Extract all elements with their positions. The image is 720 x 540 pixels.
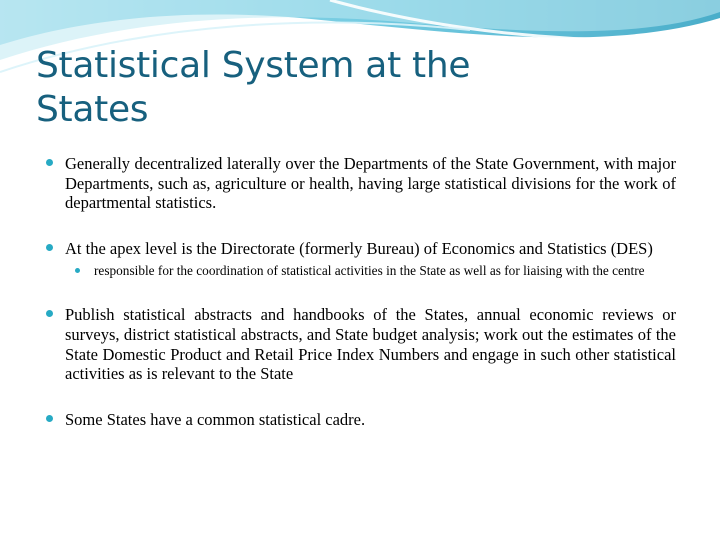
bullet-common-cadre	[46, 410, 676, 430]
bullet-decentralized	[46, 154, 676, 213]
sub-bullet-text: responsible for the coordination of statistical activities in the State as well as for liaising with the centre	[94, 263, 645, 279]
slide-title	[36, 44, 596, 132]
bullet-dot-icon	[46, 159, 53, 166]
sub-bullet-dot-icon	[75, 268, 80, 273]
bullet-text: Publish statistical abstracts and handbooks of the States, annual economic reviews or surveys, district statistical abstracts, and State budget analysis; work out the estimates of the State Domestic Product and Retail Price Index Numbers and engage in such other statistical activities as is relevant to the State	[65, 305, 676, 384]
sub-bullet-coordination	[75, 263, 676, 279]
title-line-2: States	[36, 89, 149, 130]
bullet-text: Some States have a common statistical cadre.	[65, 409, 366, 429]
bullet-text: At the apex level is the Directorate (formerly Bureau) of Economics and Statistics (DES)	[65, 238, 653, 258]
bullet-dot-icon	[46, 415, 53, 422]
bullet-publish-abstracts	[46, 305, 676, 383]
title-line-1: Statistical System at the	[36, 45, 471, 86]
slide-body	[46, 154, 676, 429]
bullet-dot-icon	[46, 310, 53, 317]
bullet-apex-directorate	[46, 239, 676, 259]
bullet-text: Generally decentralized laterally over the Departments of the State Government, with major Departments, such as, agriculture or health, having large statistical divisions for the work of departmental statistics.	[65, 154, 676, 213]
bullet-dot-icon	[46, 244, 53, 251]
